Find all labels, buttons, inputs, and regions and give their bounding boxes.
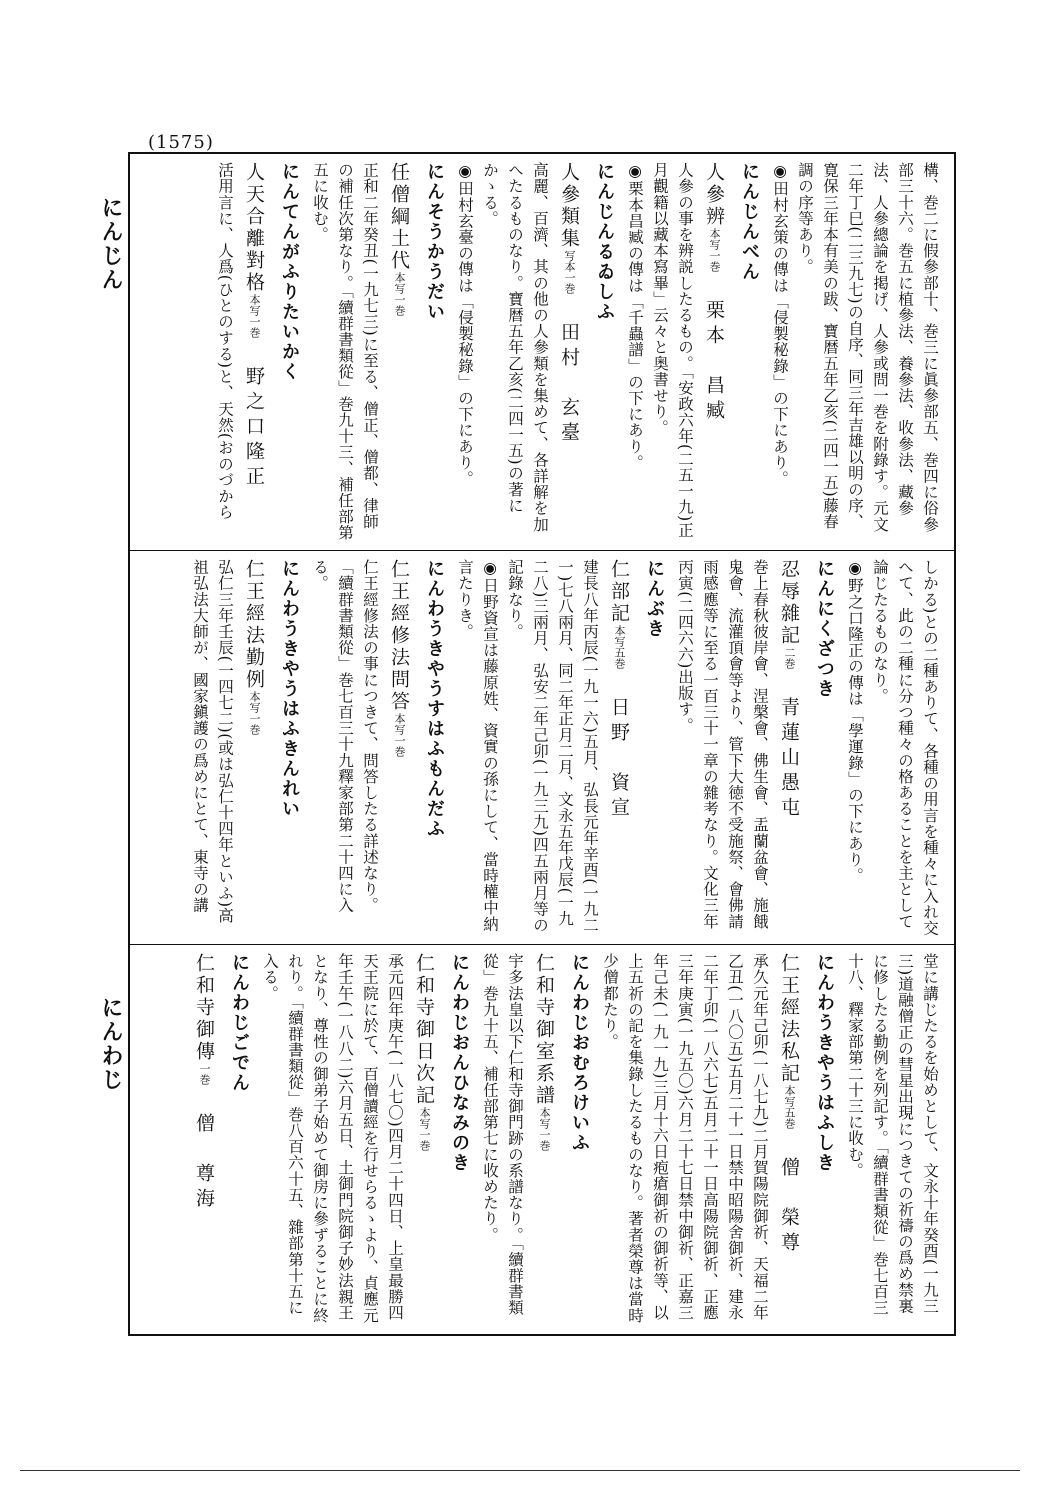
entry-author: 僧 尊海 — [193, 1113, 215, 1213]
entry-text: 宇多法皇以下仁和寺御門跡の系譜なり。「續群書類從」巻九十五、補任部第七に收めたり。 — [481, 953, 524, 1316]
entry-note: 本写一巻 — [248, 294, 261, 338]
entry-title — [382, 162, 416, 542]
entry-note: 一巻 — [198, 1063, 211, 1085]
entry-heading: にんにくざつき — [814, 559, 835, 699]
entry-heading: にんぶき — [644, 559, 665, 639]
entry-title-text: 仁王經修法問答 — [388, 559, 410, 713]
entry-text: 人參の事を辨説したるもの。「安政六年(二五一九)正月觀籍以藏本寫畢」云々と奥書せり。 — [651, 162, 694, 538]
entry-note: 本写一巻 — [418, 1107, 431, 1151]
entry-text: しかる)との二種ありて、各種の用言を種々に入れ交へて、此の二種に分つ種々の格あることを主として論じたるものなり。 — [871, 559, 939, 936]
entry-note: 本写一巻 — [393, 272, 406, 316]
entry-text: 堂に講じたるを始めとして、文永十年癸酉(一九三三)道融僧正の彗星出現につきての祈禱の爲め禁裏に修したる勤例を列記す。「續群書類從」巻七百三十八、釋家部第二十三に收む。 — [846, 953, 939, 1316]
entry-note: 本写一巻 — [538, 1107, 551, 1151]
entry-note: 本写一巻 — [393, 713, 406, 757]
band-3 — [132, 947, 952, 1333]
entry-text: 高麗、百濟、其の他の人參類を集めて、各詳解を加へたるものなり。寶暦五年乙亥(二四一五)の著にかゝる。 — [481, 162, 549, 533]
entry-text: ◉田村玄策の傳は「侵製秘錄」の下にあり。 — [771, 162, 789, 487]
entry-heading: にんわじおんひなみのき — [449, 953, 470, 1173]
entry-title — [527, 953, 561, 1327]
page-number: (1575) — [148, 132, 214, 153]
entry-title — [187, 953, 221, 1327]
entry-text: 活用言に、人爲(ひとのする)と、天然(おのづから — [216, 162, 234, 521]
entry-title — [382, 559, 416, 936]
entry-text: 弘仁三年壬辰(一四七二)(或は弘仁十四年といふ)高祖弘法大師が、國家鎭護の爲めにとて、東寺の講 — [191, 559, 234, 924]
band-divider-1 — [128, 550, 956, 551]
side-label-top: にんじん — [98, 196, 124, 292]
entry-title — [772, 559, 806, 936]
band-1 — [132, 156, 952, 548]
entry-title-text: 仁和寺御室系譜 — [533, 953, 555, 1107]
entry-text: ◉栗本昌臧の傳は「千蟲譜」の下にあり。 — [626, 162, 644, 471]
entry-note: 二巻 — [783, 647, 796, 669]
entry-note: 本写五巻 — [613, 625, 626, 669]
entry-title — [697, 162, 731, 542]
entry-title-text: 任僧綱土代 — [388, 162, 410, 272]
entry-title — [237, 162, 271, 542]
entry-text: 構、巻二に假參部十、巻三に眞參部五、巻四に俗參部三十六。巻五に植參法、養參法、收參法、藏參法、人參總論を掲げ、人參或問一巻を附錄す。元文二年丁巳(二三九七)の自序、同三年吉雄以明の序、寛保三年本有美の跋、寶暦五年乙亥(二四一五)藤春調の序等あり。 — [796, 162, 939, 533]
entry-author: 栗本 昌臧 — [703, 300, 725, 425]
entry-title-text: 仁王經法私記 — [778, 953, 800, 1085]
side-label-bottom: にんわじ — [98, 996, 124, 1092]
entry-text: ◉日野資宣は藤原姓、資實の孫にして、當時權中納言たりき。 — [456, 559, 499, 932]
entry-title — [552, 162, 586, 542]
entry-text: 承久元年己卯(一八七九)二月賀陽院御祈、天福二年乙丑(一八〇五)五月二十一日禁中昭陽舍御祈、建永二年丁卯(一八六七)五月二十一日高陽院御祈、正應三年庚寅(一九五〇)六月二十七日禁中御祈、正嘉三年己未(一九一九)三月十六日疱瘡御祈の御祈等、以上五祈の記を集錄したるものなり。著者榮尊は當時少僧都たり。 — [601, 953, 769, 1324]
entry-title-text: 仁和寺御傳 — [193, 953, 215, 1063]
entry-title — [407, 953, 441, 1327]
entry-author: 青蓮山愚屯 — [778, 697, 800, 822]
entry-text: 仁王經修法の事につきて、問答したる詳述なり。「續群書類從」巻七百三十九釋家部第二十四に入る。 — [311, 559, 379, 914]
bottom-rule — [20, 1470, 1020, 1471]
entry-heading: にんてんがふりたいかく — [279, 162, 300, 382]
entry-title-text: 仁和寺御日次記 — [413, 953, 435, 1107]
entry-note: 本写五巻 — [783, 1085, 796, 1129]
entry-note: 本写一巻 — [248, 691, 261, 735]
entry-heading: にんわうきやうすはふもんだふ — [424, 559, 445, 839]
entry-text: 建長八年丙辰(一九一六)五月、弘長元年辛酉(一九二一)七八兩月、同二年正月二月、文永五年戊辰(一九二八)三兩月、弘安二年己卯(一九三九)四五兩月等の記錄なり。 — [506, 559, 599, 934]
entry-text: 正和二年癸丑(一九七三)に至る、僧正、僧都、律師の補任次第なり。「續群書類從」巻九十三、補任部第五に收む。 — [311, 162, 379, 541]
entry-title — [602, 559, 636, 936]
entry-heading: にんわうきやうはふしき — [814, 953, 835, 1173]
entry-title — [772, 953, 806, 1327]
entry-title-text: 人參辨 — [703, 162, 725, 228]
entry-author: 僧 榮尊 — [778, 1157, 800, 1257]
entry-heading: にんわうきやうはふきんれい — [279, 559, 300, 819]
entry-title-text: 仁部記 — [608, 559, 630, 625]
entry-title-text: 仁王經法勤例 — [243, 559, 265, 691]
entry-author: 日野 資宣 — [608, 697, 630, 822]
entry-heading: にんそうかうだい — [424, 162, 445, 322]
entry-title — [237, 559, 271, 936]
entry-text: ◉野之口隆正の傳は「學運錄」の下にあり。 — [846, 559, 864, 884]
entry-note: 本写一巻 — [708, 228, 721, 272]
entry-text: 承元四年庚午(一八七〇)四月二十四日、上皇最勝四天王院に於て、百僧讀經を行せらるゝより、貞應元年壬午(一八八二)六月五日、土御門院御子妙法親王となり、尊性の御弟子始めて御房に參ずることに終れり。「續群書類從」巻八百六十五、雜部第十五に入る。 — [261, 953, 404, 1324]
band-divider-2 — [128, 944, 956, 945]
entry-text: ◉田村玄臺の傳は「侵製秘錄」の下にあり。 — [456, 162, 474, 487]
band-2 — [132, 553, 952, 942]
entry-note: 写本一巻 — [563, 250, 576, 294]
entry-title-text: 人天合離對格 — [243, 162, 265, 294]
entry-title-text: 人參類集 — [558, 162, 580, 250]
entry-text: 巻上春秋彼岸會、涅槃會、佛生會、盂蘭盆會、施餓鬼會、流灌頂會等より、管下大徳不受施祭、會佛請雨感應等に至る一百三十一章の雜考なり。文化三年丙寅(二四六六)出版す。 — [676, 559, 769, 930]
entry-heading: にんわじごでん — [229, 953, 250, 1093]
entry-heading: にんじんるゐしふ — [594, 162, 615, 322]
entry-title-text: 忍辱雜記 — [778, 559, 800, 647]
entry-heading: にんわじおむろけいふ — [569, 953, 590, 1153]
entry-author: 野之口隆正 — [243, 366, 265, 491]
entry-author: 田村 玄臺 — [558, 322, 580, 447]
entry-heading: にんじんべん — [739, 162, 760, 282]
